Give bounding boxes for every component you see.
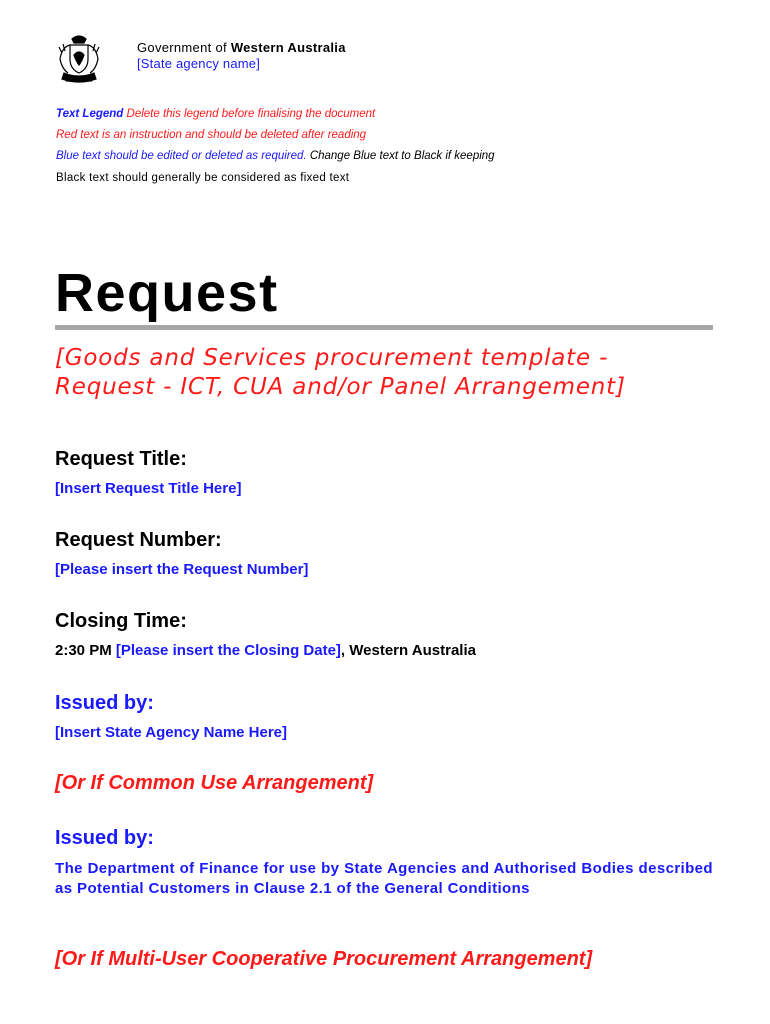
- closing-date-placeholder[interactable]: [Please insert the Closing Date]: [115, 642, 341, 659]
- legend-line-2: Red text is an instruction and should be deleted after reading: [56, 129, 367, 141]
- request-title-label: Request Title:: [55, 448, 187, 470]
- legend-label: Text Legend: [56, 108, 124, 120]
- government-line: [137, 40, 346, 56]
- state-agency-name: [State agency name]: [137, 56, 261, 71]
- closing-time-suffix: , Western Australia: [340, 642, 476, 659]
- document-title: Request: [55, 263, 279, 323]
- issued-by-cua-paragraph[interactable]: The Department of Finance for use by State Agencies and Authorised Bodies described as Potential Customers in Clause 2.1 of the General Conditions: [55, 860, 713, 897]
- request-number-value[interactable]: [Please insert the Request Number]: [55, 561, 309, 578]
- closing-time-label: Closing Time:: [55, 610, 187, 632]
- request-title-value[interactable]: [Insert Request Title Here]: [55, 480, 242, 497]
- document-subtitle: [Goods and Services procurement template - Request - ICT, CUA and/or Panel Arrangement]: [55, 345, 626, 400]
- legend-line-3: [56, 149, 495, 163]
- gov-prefix-text: Government of: [137, 40, 231, 55]
- wa-coat-of-arms-logo: [56, 33, 102, 87]
- legend-blue-text: Blue text should be edited or deleted as required.: [56, 150, 307, 162]
- cua-instruction-heading: [Or If Common Use Arrangement]: [55, 772, 374, 794]
- closing-time-value: [55, 642, 476, 660]
- gov-name-text: Western Australia: [230, 40, 346, 55]
- legend-black-text: Change Blue text to Black if keeping: [306, 150, 495, 162]
- request-number-label: Request Number:: [55, 529, 222, 551]
- closing-time-prefix: 2:30 PM: [55, 642, 116, 659]
- issued-by-agency-value[interactable]: [Insert State Agency Name Here]: [55, 724, 288, 741]
- legend-line-1: [56, 107, 375, 121]
- issued-by-label-cua: Issued by:: [55, 827, 154, 849]
- legend-instruction: Delete this legend before finalising the document: [123, 108, 376, 120]
- title-rule-divider: [55, 325, 713, 330]
- multi-user-instruction-heading: [Or If Multi-User Cooperative Procurement Arrangement]: [55, 948, 593, 970]
- issued-by-label: Issued by:: [55, 692, 154, 714]
- legend-line-4: Black text should generally be considered as fixed text: [56, 172, 350, 184]
